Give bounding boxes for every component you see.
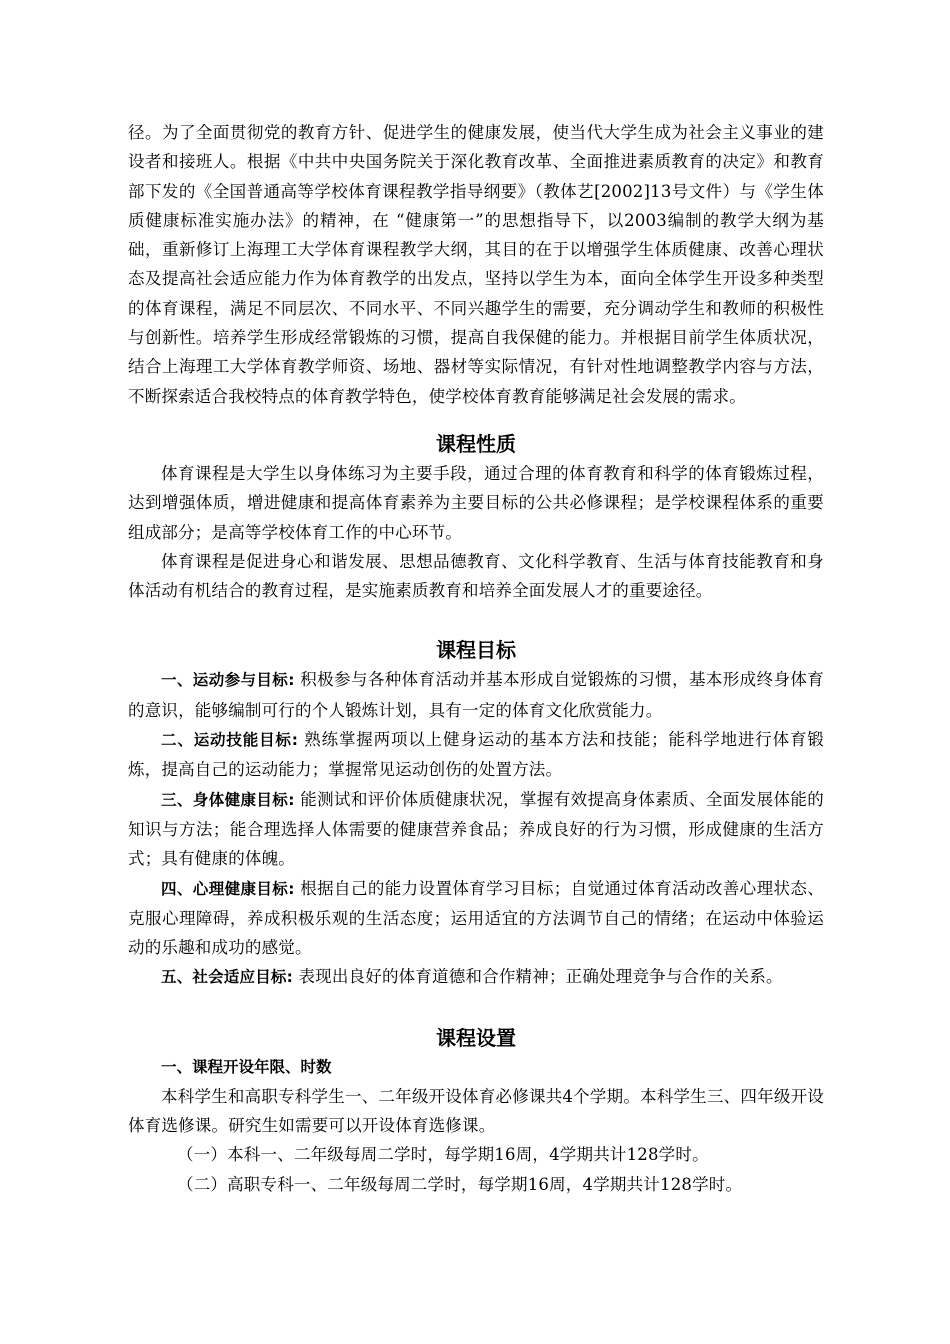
section-heading-setup: 课程设置 (436, 1025, 516, 1050)
goal-label: 五、社会适应目标: (161, 968, 293, 987)
section-heading-goals: 课程目标 (436, 638, 516, 663)
goal-item (128, 962, 824, 992)
goal-text: 积极参与各种体育活动并基本形成自觉锻炼的习惯，基本形成终身体育的意识，能够编制可行的个人锻炼计划，具有一定的体育文化欣赏能力。 (128, 670, 824, 720)
goal-label: 三、身体健康目标: (161, 790, 295, 809)
nature-paragraph-2: 体育课程是促进身心和谐发展、思想品德教育、文化科学教育、生活与体育技能教育和身体活动有机结合的教育过程，是实施素质教育和培养全面发展人才的重要途径。 (128, 551, 824, 601)
goal-item (128, 785, 824, 874)
setup-list-item: （一）本科一、二年级每周二学时，每学期16周，4学期共计128学时。 (177, 1145, 709, 1165)
goal-item (128, 725, 824, 785)
intro-paragraph: 径。为了全面贯彻党的教育方针、促进学生的健康发展，使当代大学生成为社会主义事业的建设者和接班人。根据《中共中央国务院关于深化教育改革、全面推进素质教育的决定》和教育部下发的《全国普通高等学校体育课程教学指导纲要》（教体艺[2002]13号文件）与《学生体质健康标准实施办法》的精神，在 “健康第一”的思想指导下，以2003编制的教学大纲为基础，重新修订上海理工大学体育课程教学大纲，其目的在于以增强学生体质健康、改善心理状态及提高社会适应能力作为体育教学的出发点，坚持以学生为本，面向全体学生开设多种类型的体育课程，满足不同层次、不同水平、不同兴趣学生的需要，充分调动学生和教师的积极性与创新性。培养学生形成经常锻炼的习惯，提高自我保健的能力。并根据目前学生体质状况，结合上海理工大学体育教学师资、场地、器材等实际情况，有针对性地调整教学内容与方法，不断探索适合我校特点的体育教学特色，使学校体育教育能够满足社会发展的需求。 (128, 123, 824, 406)
setup-subheading: 一、课程开设年限、时数 (161, 1057, 332, 1076)
goal-item (128, 665, 824, 725)
goal-text: 熟练掌握两项以上健身运动的基本方法和技能；能科学地进行体育锻炼，提高自己的运动能力；掌握常见运动创伤的处置方法。 (128, 730, 824, 780)
setup-list-item: （二）高职专科一、二年级每周二学时，每学期16周，4学期共计128学时。 (177, 1174, 743, 1194)
nature-paragraph-1: 体育课程是大学生以身体练习为主要手段，通过合理的体育教育和科学的体育锻炼过程，达到增强体质，增进健康和提高体育素养为主要目标的公共必修课程；是学校课程体系的重要组成部分；是高等学校体育工作的中心环节。 (128, 463, 824, 542)
goal-text: 根据自己的能力设置体育学习目标；自觉通过体育活动改善心理状态、克服心理障碍，养成积极乐观的生活态度；运用适宜的方法调节自己的情绪；在运动中体验运动的乐趣和成功的感觉。 (128, 878, 824, 958)
goal-label: 一、运动参与目标: (161, 671, 295, 690)
section-heading-nature: 课程性质 (436, 431, 516, 456)
goal-item (128, 874, 824, 963)
goal-text: 能测试和评价体质健康状况，掌握有效提高身体素质、全面发展体能的知识与方法；能合理选择人体需要的健康营养食品；养成良好的行为习惯，形成健康的生活方式；具有健康的体魄。 (128, 789, 824, 869)
goal-label: 四、心理健康目标: (161, 879, 295, 898)
goal-label: 二、运动技能目标: (161, 731, 299, 750)
document-page (128, 118, 824, 1199)
setup-paragraph: 本科学生和高职专科学生一、二年级开设体育必修课共4个学期。本科学生三、四年级开设体育选修课。研究生如需要可以开设体育选修课。 (128, 1086, 824, 1136)
goal-text: 表现出良好的体育道德和合作精神；正确处理竞争与合作的关系。 (293, 967, 783, 987)
